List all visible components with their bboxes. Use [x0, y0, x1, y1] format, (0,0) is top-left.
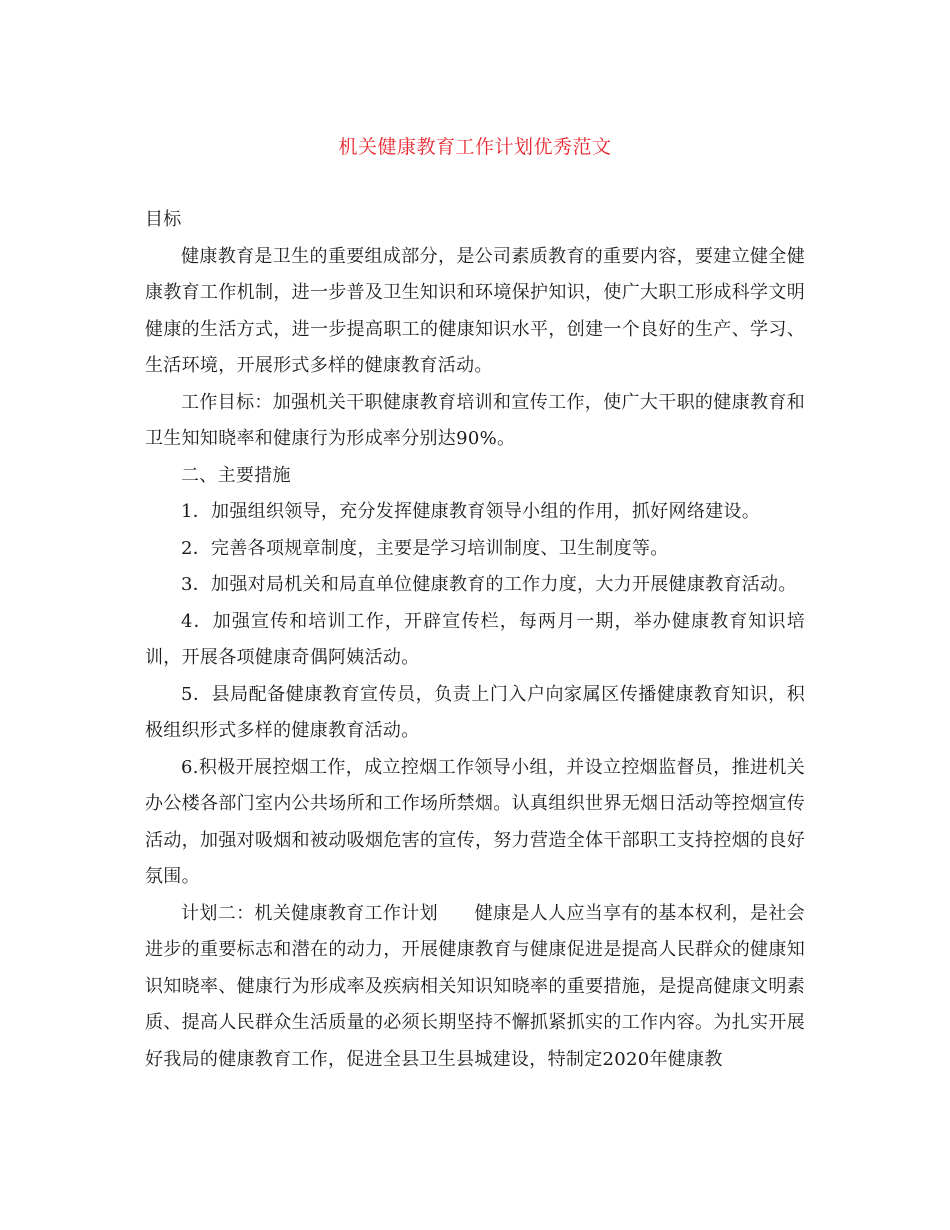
document-body	[145, 202, 805, 1078]
paragraph-plan-two: 计划二：机关健康教育工作计划 健康是人人应当享有的基本权利，是社会进步的重要标志和潜在的动力，开展健康教育与健康促进是提高人民群众的健康知识知晓率、健康行为形成率及疾病相关知识知晓率的重要措施，是提高健康文明素质、提高人民群众生活质量的必须长期坚持不懈抓紧抓实的工作内容。为扎实开展好我局的健康教育工作，促进全县卫生县城建设，特制定2020年健康教	[145, 902, 805, 1070]
section-heading-measures: 二、主要措施	[181, 464, 291, 486]
list-item-measure-4: 4．加强宣传和培训工作，开辟宣传栏，每两月一期，举办健康教育知识培训，开展各项健康奇偶阿姨活动。	[145, 610, 805, 668]
list-item-measure-1: 1．加强组织领导，充分发挥健康教育领导小组的作用，抓好网络建设。	[181, 501, 761, 522]
paragraph-intro: 健康教育是卫生的重要组成部分，是公司素质教育的重要内容，要建立健全健康教育工作机制，进一步普及卫生知识和环境保护知识，使广大职工形成科学文明健康的生活方式，进一步提高职工的健康知识水平，创建一个良好的生产、学习、生活环境，开展形式多样的健康教育活动。	[145, 245, 805, 376]
document-title: 机关健康教育工作计划优秀范文	[338, 136, 612, 158]
list-item-measure-2: 2．完善各项规章制度，主要是学习培训制度、卫生制度等。	[181, 537, 669, 559]
list-item-measure-5: 5．县局配备健康教育宣传员，负责上门入户向家属区传播健康教育知识，积极组织形式多样的健康教育活动。	[145, 683, 805, 741]
list-item-measure-3: 3．加强对局机关和局直单位健康教育的工作力度，大力开展健康教育活动。	[181, 574, 797, 595]
paragraph-work-goal: 工作目标：加强机关干职健康教育培训和宣传工作，使广大干职的健康教育和卫生知知晓率和健康行为形成率分别达90%。	[145, 391, 805, 449]
list-item-measure-6: 6.积极开展控烟工作，成立控烟工作领导小组，并设立控烟监督员，推进机关办公楼各部门室内公共场所和工作场所禁烟。认真组织世界无烟日活动等控烟宣传活动，加强对吸烟和被动吸烟危害的宣传，努力营造全体干部职工支持控烟的良好氛围。	[145, 756, 805, 887]
section-heading-goal: 目标	[145, 209, 182, 230]
